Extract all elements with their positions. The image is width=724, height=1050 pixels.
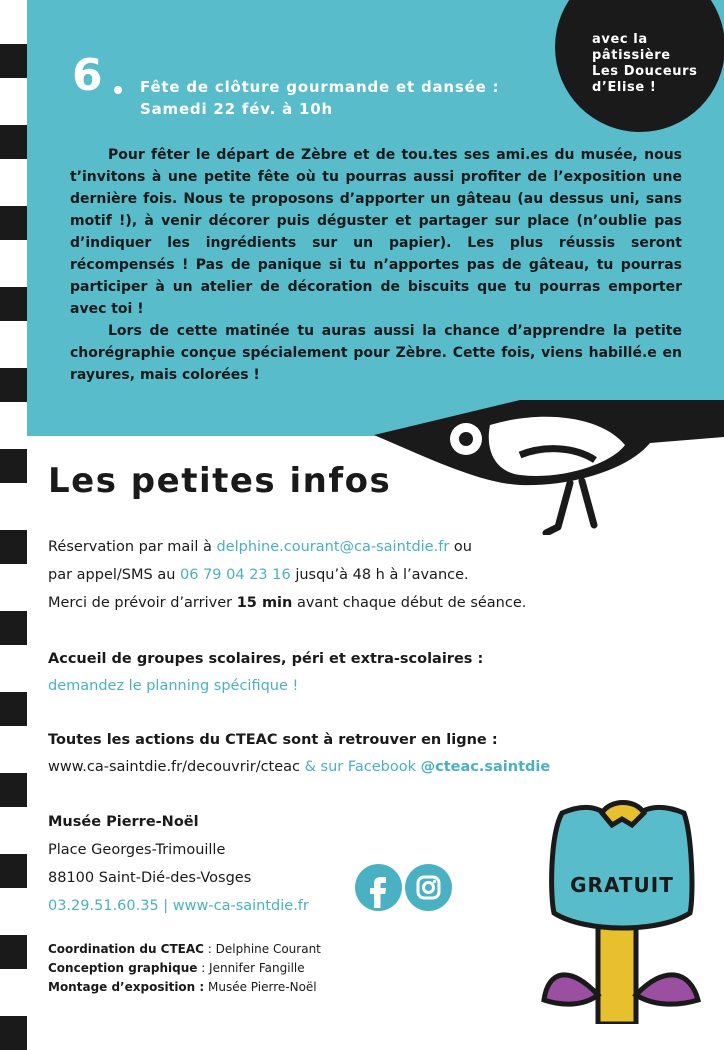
facebook-handle-link[interactable]: @cteac.saintdie [420,759,551,775]
event-title: Fête de clôture gourmande et dansée : Samedi 22 fév. à 10h [140,78,500,118]
phone-line: par appel/SMS au 06 79 04 23 16 jusqu’à 48 h à l’avance. [48,567,469,583]
infos-heading: Les petites infos [48,461,392,501]
instagram-icon[interactable] [405,864,452,911]
groups-title: Accueil de groupes scolaires, péri et extra-scolaires : [48,651,484,667]
credits: Coordination du CTEAC : Delphine Courant Conception graphique : Jennifer Fangille Montage d’exposition : Musée Pierre-Noël [48,942,321,994]
zebra-stripes [0,0,27,1024]
groups-link[interactable]: demandez le planning spécifique ! [48,678,299,694]
event-description [70,144,682,386]
cteac-url-link[interactable]: www.ca-saintdie.fr/decouvrir/cteac [48,759,301,775]
event-number-dot [114,86,122,94]
phone-number[interactable]: 06 79 04 23 16 [180,567,291,583]
online-line: www.ca-saintdie.fr/decouvrir/cteac & sur Facebook @cteac.saintdie [48,759,551,775]
arrival-line: Merci de prévoir d’arriver 15 min avant chaque début de séance. [48,595,527,611]
museum-street: Place Georges-Trimouille [48,842,226,858]
partner-badge-text: avec la pâtissière Les Douceurs d’Elise ! [592,32,698,95]
event-number: 6 [72,50,103,101]
online-title: Toutes les actions du CTEAC sont à retrouver en ligne : [48,732,498,748]
facebook-icon[interactable] [355,864,402,911]
museum-city: 88100 Saint-Dié-des-Vosges [48,870,252,886]
museum-address [48,808,309,920]
email-link[interactable]: delphine.courant@ca-saintdie.fr [216,539,450,555]
museum-contact: 03.29.51.60.35 | www-ca-saintdie.fr [48,898,309,914]
museum-name: Musée Pierre-Noël [48,814,199,830]
event-paragraph-1: Pour fêter le départ de Zèbre et de tou.tes ses ami.es du musée, nous t’invitons à une petite fête où tu pourras aussi profiter de l’exposition une dernière fois. Nous te proposons d’apporter un gâteau (au dessus uni, sans motif !), à venir décorer puis déguster et partager sur place (n’oublie pas d’indiquer les ingrédients sur un papier). Les plus réussis seront récompensés ! Pas de panique si tu n’apportes pas de gâteau, tu pourras participer à un atelier de décoration de biscuits que tu pourras emporter avec toi ! [70,147,682,317]
event-paragraph-2: Lors de cette matinée tu auras aussi la chance d’apprendre la petite chorégraphie conçue spécialement pour Zèbre. Cette fois, viens habillé.e en rayures, mais colorées ! [70,323,682,383]
bird-illustration [370,395,724,535]
gratuit-flower-illustration [540,795,724,1024]
reservation-line: Réservation par mail à delphine.courant@ca-saintdie.fr ou [48,539,472,555]
gratuit-label: GRATUIT [570,873,674,897]
